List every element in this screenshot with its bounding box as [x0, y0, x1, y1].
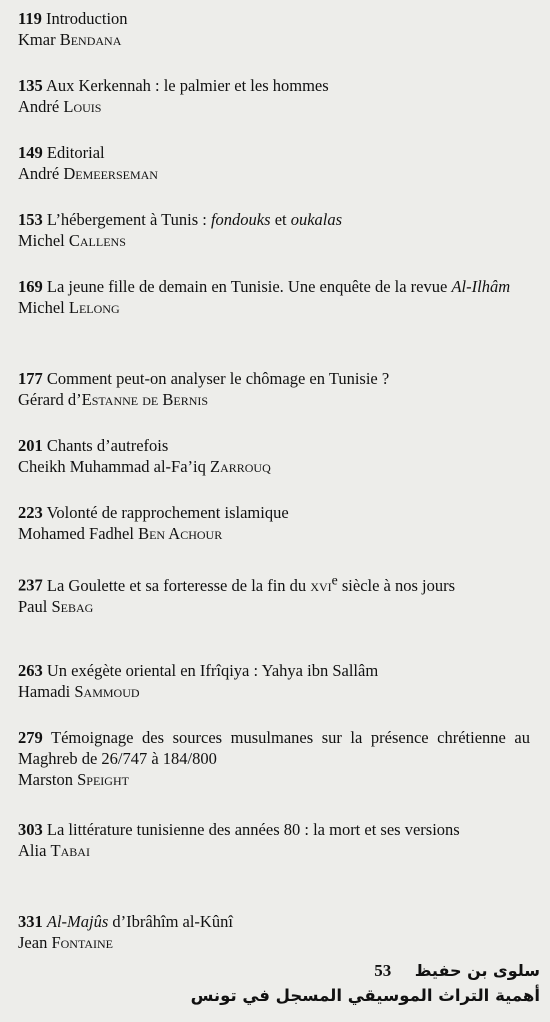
entry-title [18, 8, 530, 29]
entry-title-text: La Goulette et sa forteresse de la fin du xvi$^e$ siècle à nos jours [46, 572, 456, 595]
arabic-entry-line1 [10, 960, 540, 982]
author-last-name: Estanne de Bernis [81, 390, 209, 409]
entry-title-text: Comment peut-on analyser le chômage en Tunisie ? [46, 369, 390, 388]
author-last-name: Ben Achour [138, 524, 223, 543]
entry-title-text: Al-Majûs d’Ibrâhîm al-Kûnî [46, 912, 233, 931]
entry-author [18, 932, 530, 953]
entry-title [18, 368, 530, 389]
entry-title [18, 727, 530, 769]
entry-title-text: Un exégète oriental en Ifrîqiya : Yahya ibn Sallâm [46, 661, 379, 680]
entry-title-text: L’hébergement à Tunis : fondouks et oukalas [46, 210, 343, 229]
author-first-name: Michel [18, 298, 69, 317]
arabic-author: سلوى بن حفيظ [414, 961, 540, 980]
entry-title [18, 209, 530, 230]
author-first-name: Michel [18, 231, 69, 250]
entry-title-text: Editorial [46, 143, 105, 162]
page-number: 303 [18, 820, 43, 839]
entry-author [18, 681, 530, 702]
author-first-name: Hamadi [18, 682, 75, 701]
author-first-name: Cheikh Muhammad al-Fa’iq [18, 457, 211, 476]
page-number: 149 [18, 143, 43, 162]
entry-title [18, 75, 530, 96]
entry-author [18, 840, 530, 861]
author-first-name: Marston [18, 770, 78, 789]
author-last-name: Fontaine [51, 933, 113, 952]
entry-title [18, 276, 530, 297]
page-number: 263 [18, 661, 43, 680]
entry-title [18, 502, 530, 523]
entry-author [18, 297, 530, 318]
entry-title [18, 660, 530, 681]
toc-entry [18, 142, 530, 184]
author-last-name: Sammoud [74, 682, 140, 701]
entry-author [18, 456, 530, 477]
toc-entry [18, 75, 530, 117]
entry-author [18, 523, 530, 544]
page-number: 153 [18, 210, 43, 229]
author-first-name: André [18, 97, 64, 116]
entry-title [18, 569, 530, 596]
author-last-name: Sebag [51, 596, 94, 616]
entry-title-text: La jeune fille de demain en Tunisie. Une enquête de la revue Al-Ilhâm [46, 277, 511, 296]
author-last-name: Demeerseman [63, 164, 158, 183]
author-last-name: Zarrouq [210, 457, 271, 476]
toc-entry [18, 660, 530, 702]
page-number: 201 [18, 436, 43, 455]
entry-title [18, 819, 530, 840]
entry-author [18, 96, 530, 117]
author-last-name: Speight [77, 770, 129, 789]
toc-entry [18, 569, 530, 617]
author-last-name: Louis [63, 97, 102, 116]
author-first-name: Alia [18, 841, 51, 860]
entry-author [18, 596, 530, 617]
entry-title [18, 142, 530, 163]
toc-entry [18, 911, 530, 953]
entry-title-text: Aux Kerkennah : le palmier et les hommes [45, 76, 329, 95]
toc-entry [18, 276, 530, 318]
author-first-name: Jean [18, 933, 52, 952]
toc-entry [18, 8, 530, 50]
arabic-page-number: 53 [374, 961, 392, 980]
arabic-title: أهمية التراث الموسيقي المسجل في تونس [190, 986, 540, 1005]
page-number: 135 [18, 76, 43, 95]
page-number: 279 [18, 728, 43, 747]
entry-title [18, 911, 530, 932]
entry-title [18, 435, 530, 456]
entry-author [18, 389, 530, 410]
toc-entry [18, 819, 530, 861]
author-first-name: Kmar [18, 30, 60, 49]
page-number: 169 [18, 277, 43, 296]
entry-author [18, 230, 530, 251]
author-first-name: Gérard d’ [18, 390, 82, 409]
toc-entry [18, 435, 530, 477]
entry-author [18, 769, 530, 790]
toc-entry [18, 368, 530, 410]
page-number: 237 [18, 575, 43, 595]
entry-title-text: Volonté de rapprochement islamique [46, 503, 289, 522]
author-last-name: Lelong [68, 298, 120, 317]
page-number: 177 [18, 369, 43, 388]
page-number: 223 [18, 503, 43, 522]
author-first-name: Paul [18, 596, 52, 616]
page-number: 331 [18, 912, 43, 931]
entry-author [18, 29, 530, 50]
toc-entry [18, 502, 530, 544]
entry-title-text: Chants d’autrefois [46, 436, 169, 455]
entry-title-text: Introduction [45, 9, 128, 28]
page-number: 119 [18, 9, 42, 28]
author-last-name: Bendana [59, 30, 122, 49]
entry-title-text: Témoignage des sources musulmanes sur la présence chrétienne au Maghreb de 26/747 à 184/800 [18, 728, 530, 768]
toc-entry [18, 727, 530, 790]
entry-author [18, 163, 530, 184]
author-last-name: Tabai [50, 841, 90, 860]
author-first-name: Mohamed Fadhel [18, 524, 139, 543]
author-first-name: André [18, 164, 64, 183]
author-last-name: Callens [68, 231, 126, 250]
entry-title-text: La littérature tunisienne des années 80 : la mort et ses versions [46, 820, 460, 839]
toc-entry [18, 209, 530, 251]
